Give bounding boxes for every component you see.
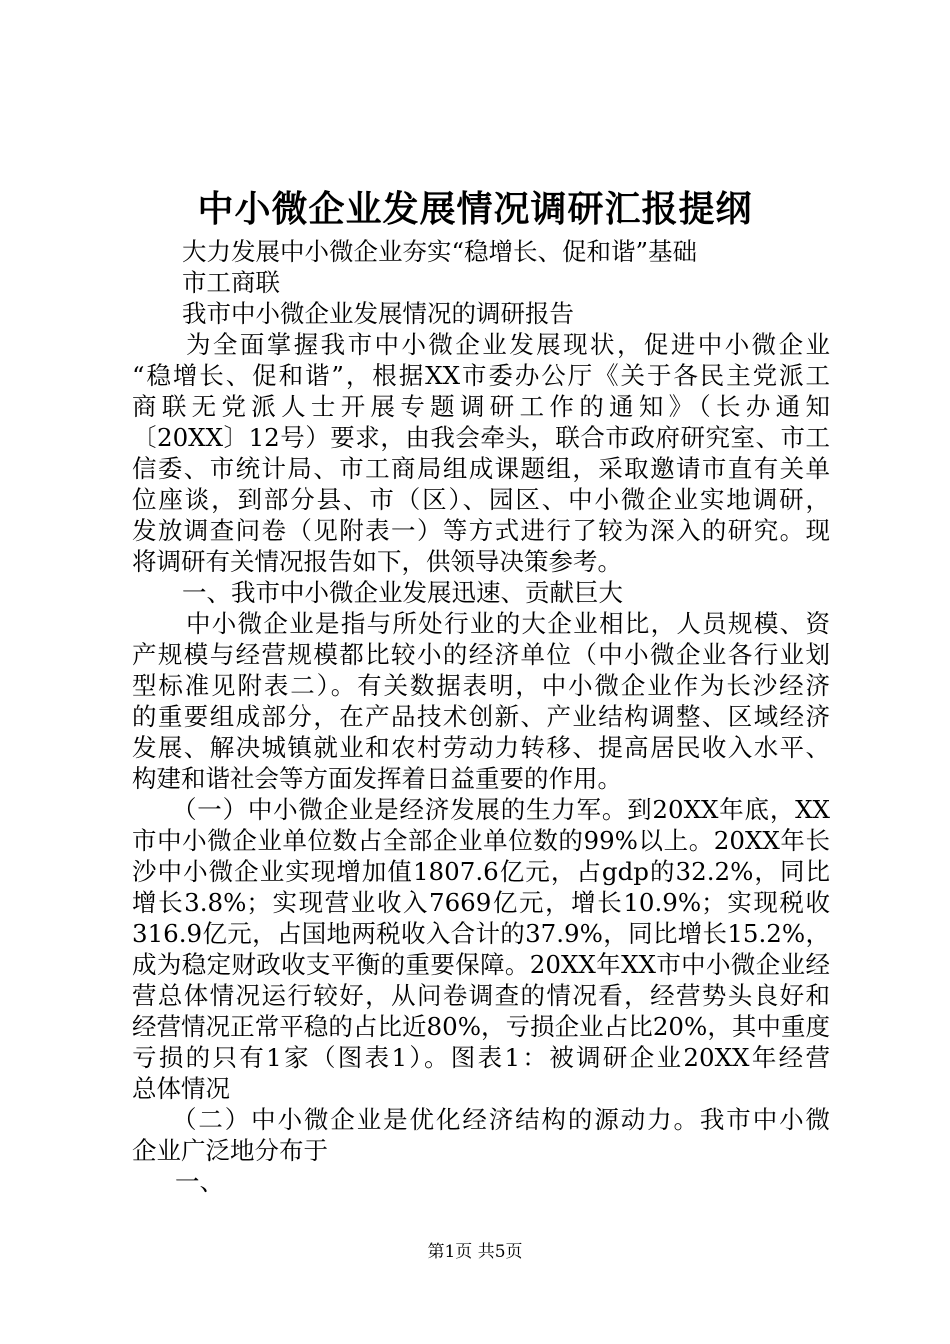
subtitle-line: 大力发展中小微企业夯实“稳增长、促和谐”基础 [182,237,698,266]
paragraph-line: 成为稳定财政收支平衡的重要保障。20XX年XX市中小微企业经 [132,950,830,979]
paragraph-line: 〔20XX〕12号）要求，由我会牵头，联合市政府研究室、市工 [132,423,830,452]
paragraph-line: 信委、市统计局、市工商局组成课题组，采取邀请市直有关单 [132,454,830,483]
paragraph-line: 为全面掌握我市中小微企业发展现状，促进中小微企业 [186,330,830,359]
paragraph-line: 将调研有关情况报告如下，供领导决策参考。 [132,547,622,576]
paragraph-line: 商联无党派人士开展专题调研工作的通知》（长办通知 [132,392,830,421]
paragraph-line: 营总体情况运行较好，从问卷调查的情况看，经营势头良好和 [132,981,830,1010]
paragraph-line: 增长3.8%；实现营业收入7669亿元，增长10.9%；实现税收 [132,888,830,917]
paragraph-line: 的重要组成部分，在产品技术创新、产业结构调整、区域经济 [132,702,830,731]
paragraph-line: （一）中小微企业是经济发展的生力军。到20XX年底，XX [172,795,830,824]
paragraph-line: 位座谈，到部分县、市（区）、园区、中小微企业实地调研， [132,485,830,514]
section-heading: 一、我市中小微企业发展迅速、贡献巨大 [182,578,623,607]
paragraph-line: 构建和谐社会等方面发挥着日益重要的作用。 [132,764,622,793]
paragraph-line: 总体情况 [132,1074,230,1103]
author-line: 市工商联 [182,268,280,297]
paragraph-line: 市中小微企业单位数占全部企业单位数的99%以上。20XX年长 [132,826,830,855]
paragraph-line: 企业广泛地分布于 [132,1136,328,1165]
document-title: 中小微企业发展情况调研汇报提纲 [197,188,753,230]
page-footer: 第1页 共5页 [427,1242,523,1262]
paragraph-line: 一、 [175,1167,224,1196]
report-heading: 我市中小微企业发展情况的调研报告 [182,299,574,328]
paragraph-line: 中小微企业是指与所处行业的大企业相比，人员规模、资 [186,609,830,638]
paragraph-line: 发展、解决城镇就业和农村劳动力转移、提高居民收入水平、 [132,733,830,762]
paragraph-line: 发放调查问卷（见附表一）等方式进行了较为深入的研究。现 [132,516,830,545]
paragraph-line: 产规模与经营规模都比较小的经济单位（中小微企业各行业划 [132,640,830,669]
paragraph-line: 型标准见附表二）。有关数据表明，中小微企业作为长沙经济 [132,671,830,700]
paragraph-line: 亏损的只有1家（图表1）。图表1：被调研企业20XX年经营 [132,1043,830,1072]
paragraph-line: 316.9亿元，占国地两税收入合计的37.9%，同比增长15.2%， [132,919,830,948]
paragraph-line: 沙中小微企业实现增加值1807.6亿元，占gdp的32.2%，同比 [132,857,830,886]
paragraph-line: （二）中小微企业是优化经济结构的源动力。我市中小微 [172,1105,830,1134]
paragraph-line: 经营情况正常平稳的占比近80%，亏损企业占比20%，其中重度 [132,1012,830,1041]
paragraph-line: “稳增长、促和谐”，根据XX市委办公厅《关于各民主党派工 [132,361,830,390]
